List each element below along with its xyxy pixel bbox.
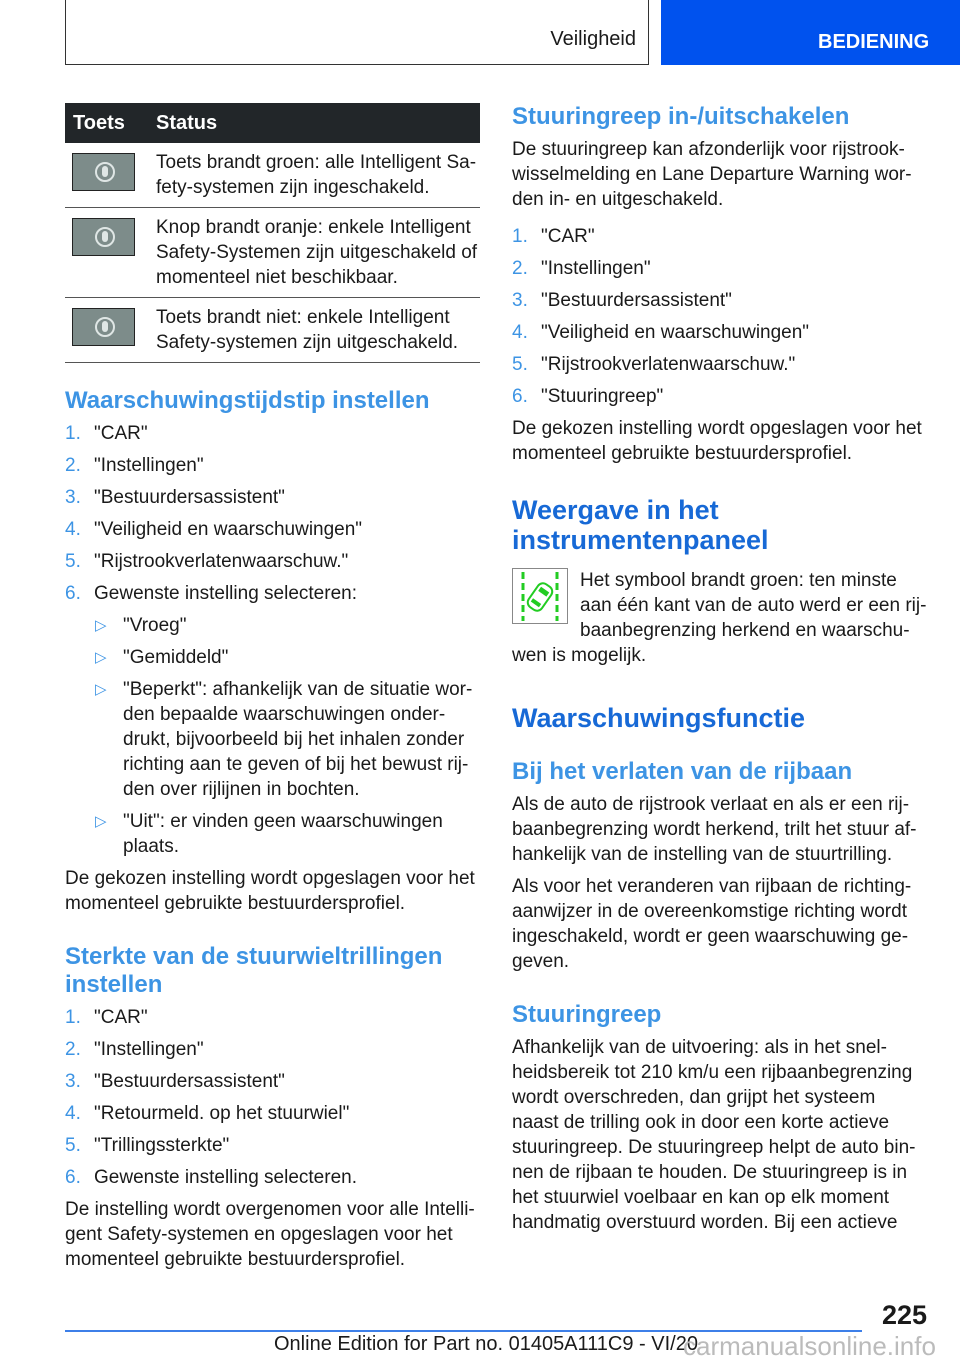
option-item: ▷ "Uit": er vinden geen waarschuwingen plaats. [95,811,443,857]
list-item: 1. "CAR" [65,423,148,444]
section-title: Waarschuwingstijdstip instellen [65,387,430,414]
list-item: 6. Gewenste instelling selecteren: [65,583,357,604]
list-item: 1. "CAR" [512,226,595,247]
table-row [65,143,480,208]
status-text: Toets brandt groen: alle Intelligent Sa-fety-systemen zijn ingeschakeld. [156,143,480,208]
safety-button-icon [72,308,135,346]
list-item: 6. Gewenste instelling selecteren. [65,1167,357,1188]
watermark: carmanualsonline.info [683,1331,936,1361]
header-section: Veiligheid [550,28,636,50]
header-tab [661,0,960,65]
section-steering-intervention-toggle [512,103,927,473]
page-number: 225 [882,1300,928,1330]
list-item: 3. "Bestuurdersassistent" [65,487,285,508]
section-warning-function [512,703,927,733]
table-row [65,208,480,298]
safety-button-icon [72,153,135,191]
section-vibration-strength [65,943,480,1279]
list-item: 3. "Bestuurdersassistent" [65,1071,285,1092]
section-title: Weergave in het instrumentenpaneel [512,495,769,555]
list-item: 5. "Rijstrookverlatenwaarschuw." [512,354,796,375]
lane-departure-symbol-icon [512,568,568,624]
list-item: 5. "Rijstrookverlatenwaarschuw." [65,551,349,572]
section-title: Waarschuwingsfunctie [512,703,806,733]
option-item: ▷ "Beperkt": afhankelijk van de situatie wor-den bepaalde waarschuwingen onder-drukt, bijvoorbeeld bij het inhalen zonder richting aan te geven of bij het bewust rij-den over rijlijnen in bochten. [95,679,473,800]
table-row [65,298,480,363]
note: De gekozen instelling wordt opgeslagen voor het momenteel gebruikte bestuurdersprofiel. [65,868,475,914]
section-title: Stuuringreep [512,1001,662,1028]
safety-button-icon [72,218,135,256]
option-item: ▷ "Gemiddeld" [95,647,229,668]
section-warning-time [65,387,480,923]
note: De gekozen instelling wordt opgeslagen voor het momenteel gebruikte bestuurdersprofiel. [512,418,922,464]
paragraph: Als voor het veranderen van rijbaan de richting-aanwijzer in de overeenkomstige richting wordt ingeschakeld, wordt er geen waarschuwing ge-geven. [512,876,912,972]
list-item: 2. "Instellingen" [65,1039,204,1060]
paragraph: Afhankelijk van de uitvoering: als in het snel-heidsbereik tot 210 km/u een rijbaanbegrenzing wordt overschreden, dan grijpt het systeem naast de trilling ook in door een korte actieve stuuringreep. De stuuringreep helpt de auto bin-nen de rijbaan te houden. De stuuringreep is in het stuurwiel voelbaar en kan op elk moment handmatig overstuurd worden. Bij een actieve [512,1037,916,1233]
list-item: 1. "CAR" [65,1007,148,1028]
status-text: Knop brandt oranje: enkele Intelligent Safety-Systemen zijn uitgeschakeld of momenteel niet beschikbaar. [156,208,480,298]
section-steering-intervention [512,1001,927,1242]
section-title: Bij het verlaten van de rijbaan [512,758,853,785]
list-item: 6. "Stuuringreep" [512,386,664,407]
status-text: Toets brandt niet: enkele Intelligent Safety-systemen zijn uitgeschakeld. [156,298,480,363]
list-item: 4. "Retourmeld. op het stuurwiel" [65,1103,350,1124]
section-title: Sterkte van de stuurwieltrillingen instellen [65,943,443,998]
section-leaving-lane [512,758,927,981]
header-tab-label: BEDIENING [818,31,930,53]
list-item: 2. "Instellingen" [65,455,204,476]
paragraph: Als de auto de rijstrook verlaat en als er een rij-baanbegrenzing wordt herkend, trilt het stuur af-hankelijk van de instelling van de stuurtrilling. [512,794,917,865]
key-status-table [65,103,480,363]
list-item: 3. "Bestuurdersassistent" [512,290,732,311]
list-item: 5. "Trillingssterkte" [65,1135,230,1156]
section-title: Stuuringreep in-/uitschakelen [512,103,850,130]
note: De instelling wordt overgenomen voor alle Intelli-gent Safety-systemen en opgeslagen voor het momenteel gebruikte bestuurdersprofiel. [65,1199,475,1270]
list-item: 4. "Veiligheid en waarschuwingen" [512,322,810,343]
section-instrument-display [512,495,927,675]
col-toets: Toets [65,103,156,143]
list-item: 4. "Veiligheid en waarschuwingen" [65,519,363,540]
intro: De stuuringreep kan afzonderlijk voor rijstrook-wisselmelding en Lane Departure Warning wor-den in- en uitgeschakeld. [512,139,912,210]
footer-edition: Online Edition for Part no. 01405A111C9 - VI/20 [274,1333,698,1355]
option-item: ▷ "Vroeg" [95,615,187,636]
symbol-description: Het symbool brandt groen: ten minste aan één kant van de auto werd er een rij-baanbegrenzing herkend en waarschu-wen is mogelijk. [512,570,927,666]
list-item: 2. "Instellingen" [512,258,651,279]
header-section-box [65,0,649,65]
col-status: Status [156,103,480,143]
